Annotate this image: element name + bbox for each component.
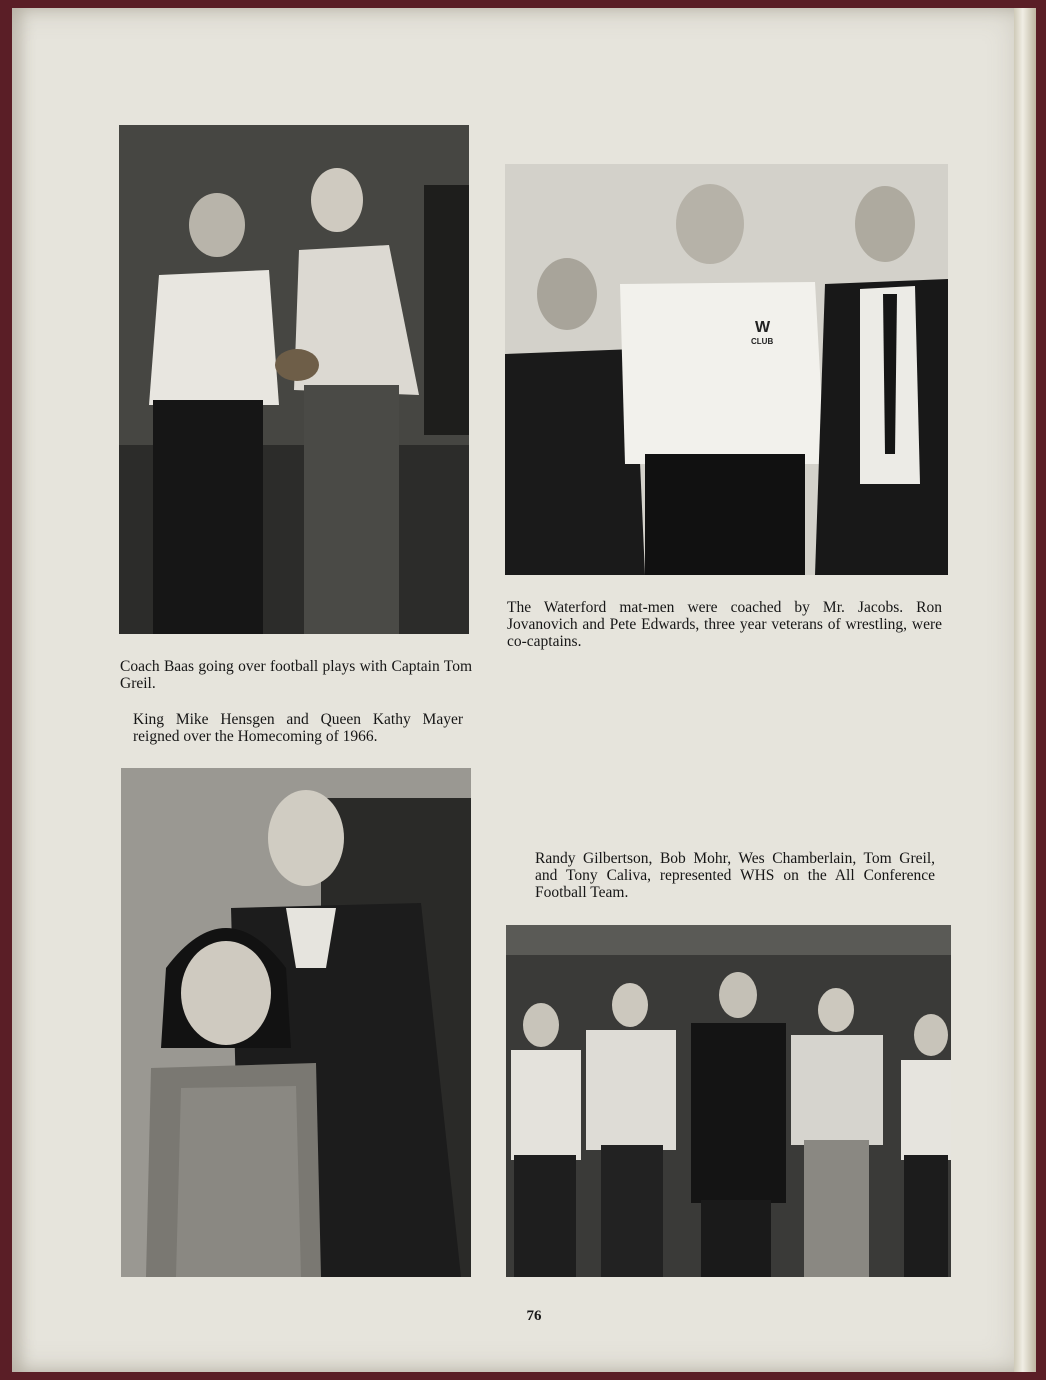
caption-coach-baas: Coach Baas going over football plays with Captain Tom Greil.	[120, 658, 472, 692]
photo-all-conference-team	[506, 925, 951, 1277]
page-number: 76	[526, 1308, 542, 1324]
photo-wrestling-coaches	[505, 164, 948, 575]
shirt-logo-letter: W	[755, 319, 771, 336]
yearbook-page	[12, 8, 1036, 1372]
caption-all-conference: Randy Gilbertson, Bob Mohr, Wes Chamberlain, Tom Greil, and Tony Caliva, represented WHS on the All Conference Football Team.	[535, 850, 935, 901]
shirt-logo-word: CLUB	[751, 337, 774, 346]
photo-homecoming-royalty	[121, 768, 471, 1277]
caption-wrestling: The Waterford mat-men were coached by Mr. Jacobs. Ron Jovanovich and Pete Edwards, three year veterans of wrestling, were co-captains.	[507, 599, 942, 650]
caption-homecoming: King Mike Hensgen and Queen Kathy Mayer reigned over the Homecoming of 1966.	[133, 711, 463, 745]
photo-coach-and-captain	[119, 125, 469, 634]
page-gutter	[1014, 8, 1036, 1372]
